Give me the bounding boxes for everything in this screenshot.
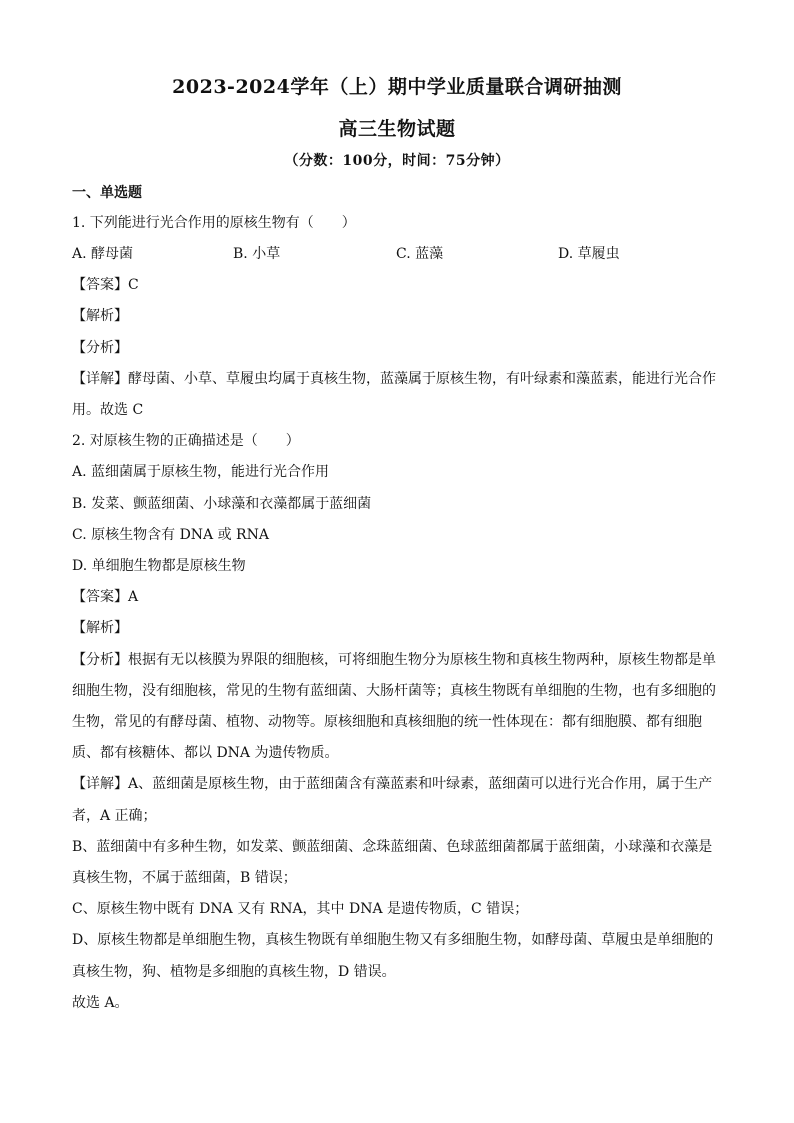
question-2-analysis-line: 质、都有核糖体、都以 DNA 为遗传物质。 [72,745,339,761]
question-1-detail-line: 【详解】酵母菌、小草、草履虫均属于真核生物，蓝藻属于原核生物，有叶绿素和藻蓝素，能进行光合作 [72,371,716,387]
question-2-stem: 2. 对原核生物的正确描述是（ ） [72,433,300,449]
question-2-detail-line: B、蓝细菌中有多种生物，如发菜、颤蓝细菌、念珠蓝细菌、色球蓝细菌都属于蓝细菌，小球藻和衣藻是 [72,839,713,855]
question-2-detail-line: 者，A 正确； [72,808,157,824]
question-1-analysis-sub: 【分析】 [72,340,128,356]
question-2-analysis-label: 【解析】 [72,620,128,636]
question-1-detail-line: 用。故选 C [72,402,144,418]
question-1-stem: 1. 下列能进行光合作用的原核生物有（ ） [72,215,356,231]
exam-meta: （分数：100分，时间：75分钟） [284,153,510,169]
question-1-option-d: D. 草履虫 [558,246,620,262]
question-2-option-d: D. 单细胞生物都是原核生物 [72,558,246,574]
question-1-option-c: C. 蓝藻 [396,246,444,262]
document-subtitle: 高三生物试题 [338,118,456,140]
question-2-detail-line: 真核生物，狗、植物是多细胞的真核生物，D 错误。 [72,964,396,980]
question-2-detail-line: C、原核生物中既有 DNA 又有 RNA，其中 DNA 是遗传物质，C 错误； [72,901,529,917]
question-2-detail-line: 真核生物，不属于蓝细菌，B 错误； [72,870,297,886]
question-2-option-a: A. 蓝细菌属于原核生物，能进行光合作用 [72,464,330,480]
question-1-option-b: B. 小草 [233,246,281,262]
question-2-option-b: B. 发菜、颤蓝细菌、小球藻和衣藻都属于蓝细菌 [72,496,372,512]
section-heading: 一、单选题 [72,185,142,201]
question-2-analysis-line: 生物，常见的有酵母菌、植物、动物等。原核细胞和真核细胞的统一性体现在：都有细胞膜、都有细胞 [72,714,702,730]
question-2-answer: 【答案】A [72,589,139,605]
question-2-option-c: C. 原核生物含有 DNA 或 RNA [72,527,269,543]
question-2-detail-line: D、原核生物都是单细胞生物，真核生物既有单细胞生物又有多细胞生物，如酵母菌、草履虫是单细胞的 [72,932,714,948]
question-2-detail-line: 【详解】A、蓝细菌是原核生物，由于蓝细菌含有藻蓝素和叶绿素，蓝细菌可以进行光合作用，属于生产 [72,776,713,792]
question-2-analysis-line: 细胞生物，没有细胞核，常见的生物有蓝细菌、大肠杆菌等；真核生物既有单细胞的生物，也有多细胞的 [72,683,716,699]
question-1-option-a: A. 酵母菌 [72,246,134,262]
question-2-analysis-line: 【分析】根据有无以核膜为界限的细胞核，可将细胞生物分为原核生物和真核生物两种，原核生物都是单 [72,652,716,668]
question-1-analysis-label: 【解析】 [72,308,128,324]
document-title: 2023-2024学年（上）期中学业质量联合调研抽测 [172,76,622,98]
question-2-conclusion: 故选 A。 [72,995,129,1011]
question-1-answer: 【答案】C [72,277,139,293]
